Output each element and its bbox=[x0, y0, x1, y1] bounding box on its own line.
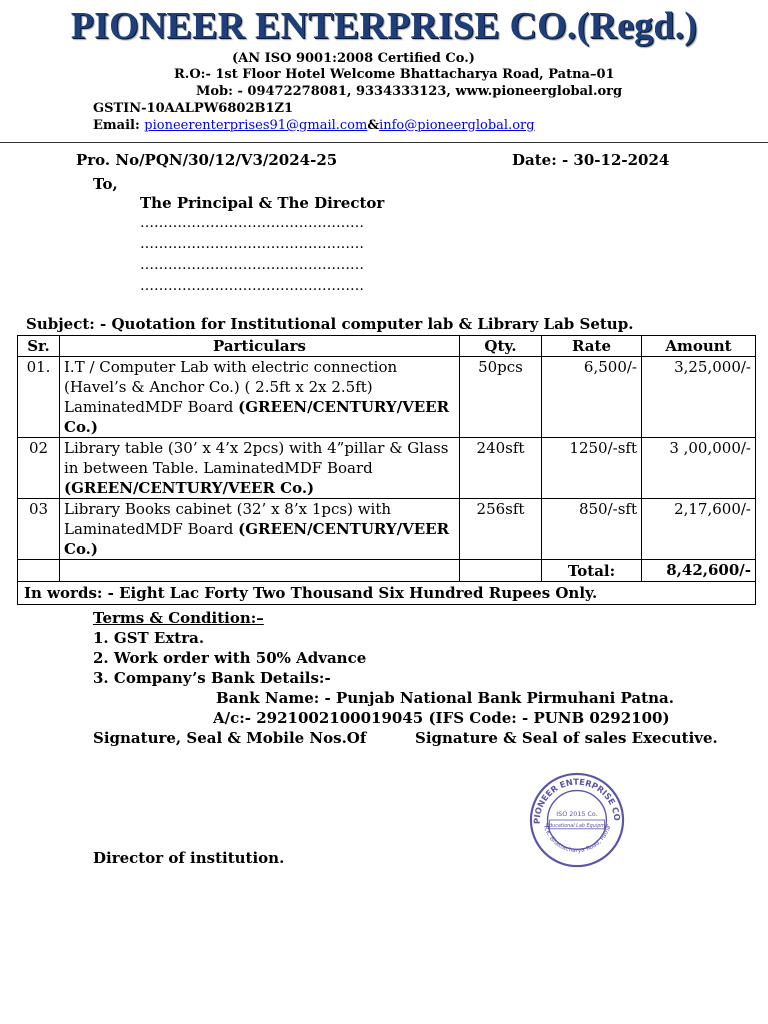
row-sr: 02 bbox=[18, 438, 60, 499]
row-qty: 240sft bbox=[460, 438, 542, 499]
in-words-row bbox=[18, 582, 756, 605]
company-mobile: Mob: - 09472278081, 9334333123, www.pioneerglobal.org bbox=[196, 84, 623, 99]
company-seal-stamp bbox=[528, 771, 626, 869]
row-particulars bbox=[60, 438, 460, 499]
quotation-table bbox=[17, 335, 756, 605]
terms-heading: Terms & Condition:– bbox=[93, 609, 264, 627]
row-rate: 6,500/- bbox=[542, 357, 642, 438]
signature-executive: Signature & Seal of sales Executive. bbox=[415, 729, 718, 747]
bank-account: A/c:- 2921002100019045 (IFS Code: - PUNB 0292100) bbox=[213, 709, 670, 727]
row-amount: 2,17,600/- bbox=[642, 499, 756, 560]
row-qty: 50pcs bbox=[460, 357, 542, 438]
row-amount: 3 ,00,000/- bbox=[642, 438, 756, 499]
pro-number: Pro. No/PQN/30/12/V3/2024-25 bbox=[76, 151, 338, 169]
address-line: ………………………………………… bbox=[140, 215, 364, 231]
quotation-date: Date: - 30-12-2024 bbox=[512, 151, 670, 169]
address-line: ………………………………………… bbox=[140, 257, 364, 273]
company-gstin: GSTIN-10AALPW6802B1Z1 bbox=[93, 101, 294, 116]
address-line: ………………………………………… bbox=[140, 236, 364, 252]
total-empty-cell bbox=[60, 560, 460, 582]
row-description: I.T / Computer Lab with electric connection (Havel’s & Anchor Co.) ( 2.5ft x 2x 2.5ft) LaminatedMDF Board bbox=[64, 358, 398, 416]
recipient-name: The Principal & The Director bbox=[140, 194, 385, 212]
amount-in-words: In words: - Eight Lac Forty Two Thousand Six Hundred Rupees Only. bbox=[18, 582, 756, 605]
to-label: To, bbox=[93, 175, 118, 193]
stamp-ink bbox=[528, 771, 623, 866]
row-particulars bbox=[60, 499, 460, 560]
table-header-row bbox=[18, 336, 756, 357]
row-brand: (GREEN/CENTURY/VEER Co.) bbox=[64, 398, 450, 436]
row-qty: 256sft bbox=[460, 499, 542, 560]
row-brand: (GREEN/CENTURY/VEER Co.) bbox=[64, 479, 315, 497]
company-name: PIONEER ENTERPRISE CO.(Regd.) bbox=[70, 5, 698, 47]
signature-institution: Signature, Seal & Mobile Nos.Of bbox=[93, 729, 367, 747]
company-email-line bbox=[93, 118, 535, 133]
row-rate: 1250/-sft bbox=[542, 438, 642, 499]
row-rate: 850/-sft bbox=[542, 499, 642, 560]
table-row bbox=[18, 438, 756, 499]
total-row bbox=[18, 560, 756, 582]
header-amount: Amount bbox=[642, 336, 756, 357]
row-sr: 01. bbox=[18, 357, 60, 438]
stamp-iso: ISO 2015 Co. bbox=[556, 810, 598, 819]
total-empty-cell bbox=[18, 560, 60, 582]
header-qty: Qty. bbox=[460, 336, 542, 357]
header-divider bbox=[0, 142, 768, 143]
total-value: 8,42,600/- bbox=[642, 560, 756, 582]
terms-item: 1. GST Extra. bbox=[93, 629, 205, 647]
row-amount: 3,25,000/- bbox=[642, 357, 756, 438]
total-empty-cell bbox=[460, 560, 542, 582]
stamp-ring-bottom: R.K. Bhattacharya Road, Patna bbox=[541, 825, 613, 855]
table-row bbox=[18, 357, 756, 438]
bank-name: Bank Name: - Punjab National Bank Pirmuhani Patna. bbox=[216, 689, 674, 707]
email-link-info[interactable]: info@pioneerglobal.org bbox=[379, 118, 535, 133]
iso-certification: (AN ISO 9001:2008 Certified Co.) bbox=[232, 51, 475, 66]
email-link-gmail[interactable]: pioneerenterprises91@gmail.com bbox=[144, 118, 368, 133]
company-address: R.O:- 1st Floor Hotel Welcome Bhattacharya Road, Patna–01 bbox=[174, 67, 615, 82]
terms-item: 2. Work order with 50% Advance bbox=[93, 649, 367, 667]
row-sr: 03 bbox=[18, 499, 60, 560]
director-label: Director of institution. bbox=[93, 849, 285, 867]
row-description: Library Books cabinet (32’ x 8’x 1pcs) with LaminatedMDF Board bbox=[64, 500, 392, 538]
header-rate: Rate bbox=[542, 336, 642, 357]
email-label: Email: bbox=[93, 118, 145, 133]
header-sr: Sr. bbox=[18, 336, 60, 357]
row-brand: (GREEN/CENTURY/VEER Co.) bbox=[64, 520, 450, 558]
header-particulars: Particulars bbox=[60, 336, 460, 357]
table-row bbox=[18, 499, 756, 560]
row-description: Library table (30’ x 4’x 2pcs) with 4”pillar & Glass in between Table. LaminatedMDF Board bbox=[64, 439, 449, 477]
total-label: Total: bbox=[542, 560, 642, 582]
address-line: ………………………………………… bbox=[140, 278, 364, 294]
email-separator: & bbox=[367, 118, 380, 133]
row-particulars bbox=[60, 357, 460, 438]
stamp-tag: Educational Lab Equipme bbox=[545, 822, 609, 829]
terms-item: 3. Company’s Bank Details:- bbox=[93, 669, 331, 687]
subject-line: Subject: - Quotation for Institutional computer lab & Library Lab Setup. bbox=[26, 315, 634, 333]
stamp-ring-text: PIONEER ENTERPRISE CO bbox=[531, 776, 623, 825]
